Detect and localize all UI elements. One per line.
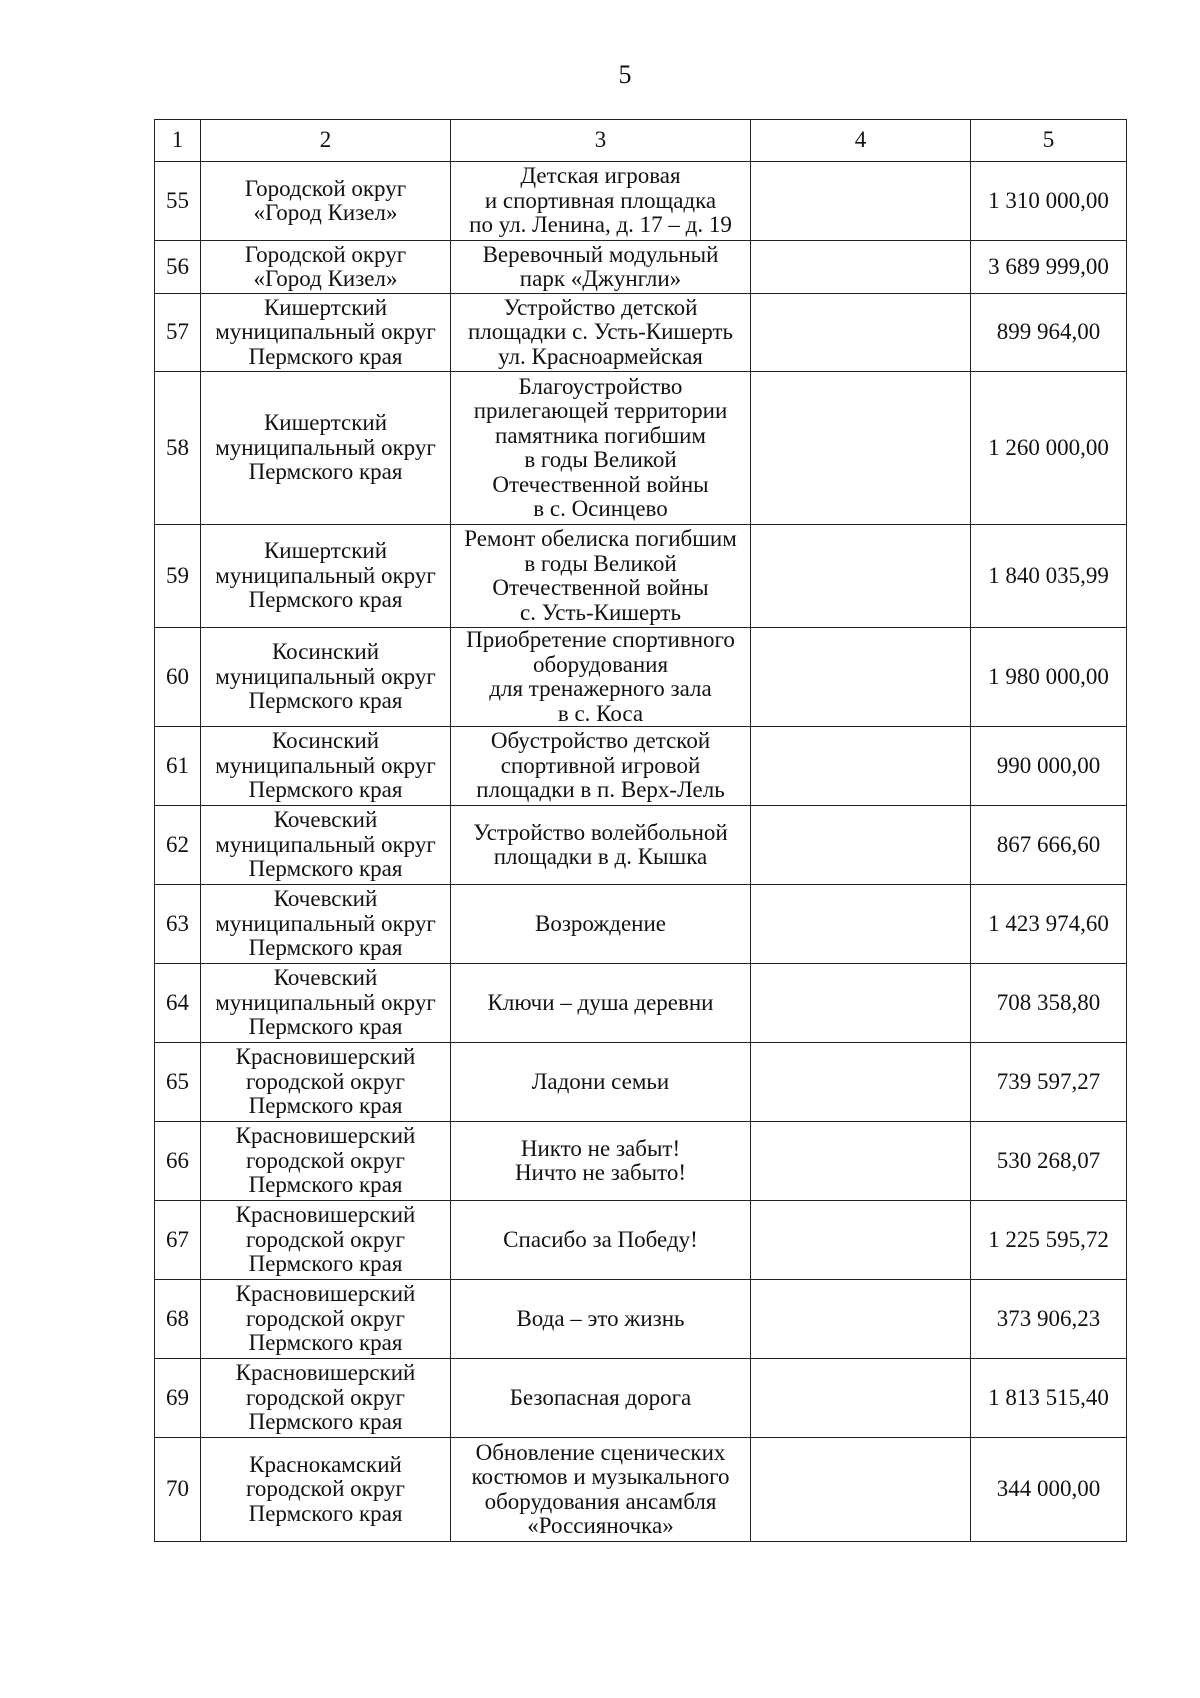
table-row [155,241,1127,294]
table-row [155,1043,1127,1122]
header-col-2: 2 [201,120,451,162]
column-4-cell [751,1359,971,1438]
header-col-3: 3 [451,120,751,162]
municipality-cell: Городской округ «Город Кизел» [201,162,451,241]
municipality-cell: Городской округ «Город Кизел» [201,241,451,294]
municipality-cell: Красновишерский городской округ Пермского края [201,1280,451,1359]
amount-cell: 3 689 999,00 [971,241,1127,294]
municipality-cell: Красновишерский городской округ Пермского края [201,1122,451,1201]
header-col-1: 1 [155,120,201,162]
project-cell: Устройство детской площадки с. Усть-Кишерть ул. Красноармейская [451,294,751,372]
municipality-cell: Краснокамский городской округ Пермского края [201,1438,451,1542]
column-4-cell [751,964,971,1043]
column-4-cell [751,885,971,964]
table-row [155,525,1127,628]
column-4-cell [751,294,971,372]
amount-cell: 1 225 595,72 [971,1201,1127,1280]
municipality-cell: Кишертский муниципальный округ Пермского края [201,372,451,525]
row-number: 69 [155,1359,201,1438]
project-cell: Приобретение спортивного оборудования для тренажерного зала в с. Коса [451,628,751,727]
table-row [155,1122,1127,1201]
row-number: 56 [155,241,201,294]
project-cell: Возрождение [451,885,751,964]
amount-cell: 1 840 035,99 [971,525,1127,628]
row-number: 67 [155,1201,201,1280]
row-number: 66 [155,1122,201,1201]
project-cell: Спасибо за Победу! [451,1201,751,1280]
table-row [155,294,1127,372]
column-4-cell [751,806,971,885]
project-cell: Веревочный модульный парк «Джунгли» [451,241,751,294]
table-row [155,162,1127,241]
amount-cell: 899 964,00 [971,294,1127,372]
project-cell: Никто не забыт! Ничто не забыто! [451,1122,751,1201]
column-4-cell [751,1122,971,1201]
column-4-cell [751,241,971,294]
project-cell: Благоустройство прилегающей территории памятника погибшим в годы Великой Отечественной войны в с. Осинцево [451,372,751,525]
header-col-5: 5 [971,120,1127,162]
amount-cell: 1 423 974,60 [971,885,1127,964]
amount-cell: 1 980 000,00 [971,628,1127,727]
table-row [155,806,1127,885]
municipality-cell: Кочевский муниципальный округ Пермского края [201,885,451,964]
municipality-cell: Кочевский муниципальный округ Пермского края [201,806,451,885]
column-4-cell [751,162,971,241]
amount-cell: 344 000,00 [971,1438,1127,1542]
project-cell: Ключи – душа деревни [451,964,751,1043]
table-row [155,1201,1127,1280]
row-number: 57 [155,294,201,372]
column-4-cell [751,727,971,806]
municipality-cell: Красновишерский городской округ Пермского края [201,1043,451,1122]
row-number: 60 [155,628,201,727]
municipality-cell: Кочевский муниципальный округ Пермского края [201,964,451,1043]
column-4-cell [751,1043,971,1122]
municipality-cell: Кишертский муниципальный округ Пермского края [201,294,451,372]
column-4-cell [751,372,971,525]
row-number: 55 [155,162,201,241]
row-number: 68 [155,1280,201,1359]
municipality-cell: Косинский муниципальный округ Пермского края [201,727,451,806]
page-number: 5 [618,60,632,89]
funding-table [154,119,1127,1542]
amount-cell: 373 906,23 [971,1280,1127,1359]
column-4-cell [751,525,971,628]
header-row [155,120,1127,162]
project-cell: Устройство волейбольной площадки в д. Кышка [451,806,751,885]
amount-cell: 708 358,80 [971,964,1127,1043]
table-row [155,727,1127,806]
row-number: 59 [155,525,201,628]
project-cell: Обновление сценических костюмов и музыкального оборудования ансамбля «Россияночка» [451,1438,751,1542]
municipality-cell: Кишертский муниципальный округ Пермского края [201,525,451,628]
project-cell: Ремонт обелиска погибшим в годы Великой Отечественной войны с. Усть-Кишерть [451,525,751,628]
amount-cell: 1 260 000,00 [971,372,1127,525]
table-body [155,162,1127,1542]
row-number: 65 [155,1043,201,1122]
row-number: 63 [155,885,201,964]
table-row [155,885,1127,964]
table-row [155,964,1127,1043]
amount-cell: 1 310 000,00 [971,162,1127,241]
project-cell: Вода – это жизнь [451,1280,751,1359]
project-cell: Безопасная дорога [451,1359,751,1438]
municipality-cell: Красновишерский городской округ Пермского края [201,1201,451,1280]
amount-cell: 1 813 515,40 [971,1359,1127,1438]
row-number: 64 [155,964,201,1043]
municipality-cell: Красновишерский городской округ Пермского края [201,1359,451,1438]
header-col-4: 4 [751,120,971,162]
row-number: 70 [155,1438,201,1542]
amount-cell: 739 597,27 [971,1043,1127,1122]
project-cell: Обустройство детской спортивной игровой площадки в п. Верх-Лель [451,727,751,806]
row-number: 58 [155,372,201,525]
amount-cell: 530 268,07 [971,1122,1127,1201]
column-4-cell [751,1438,971,1542]
table-row [155,1438,1127,1542]
project-cell: Ладони семьи [451,1043,751,1122]
amount-cell: 990 000,00 [971,727,1127,806]
municipality-cell: Косинский муниципальный округ Пермского края [201,628,451,727]
row-number: 61 [155,727,201,806]
row-number: 62 [155,806,201,885]
project-cell: Детская игровая и спортивная площадка по ул. Ленина, д. 17 – д. 19 [451,162,751,241]
column-4-cell [751,1201,971,1280]
table-row [155,372,1127,525]
amount-cell: 867 666,60 [971,806,1127,885]
table-row [155,1280,1127,1359]
column-4-cell [751,628,971,727]
table-row [155,628,1127,727]
table-row [155,1359,1127,1438]
column-4-cell [751,1280,971,1359]
